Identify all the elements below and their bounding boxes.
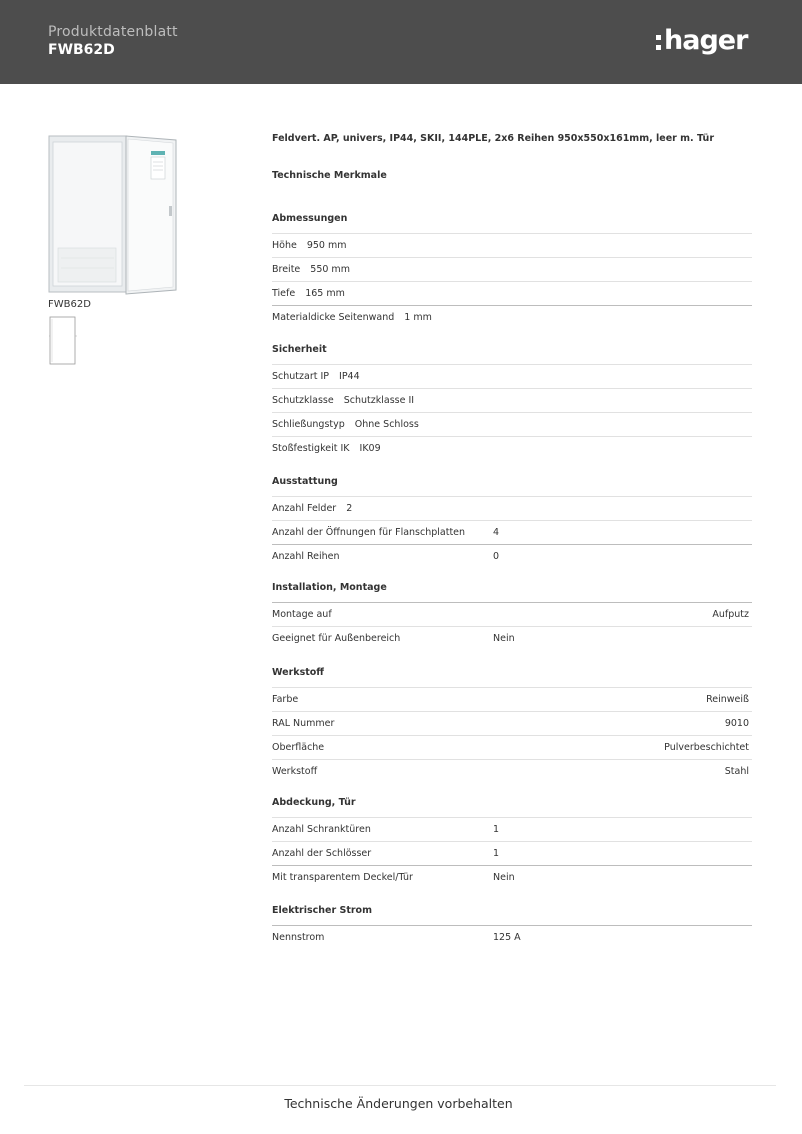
spec-row (272, 521, 752, 545)
spec-row (272, 437, 752, 460)
spec-label: Mit transparentem Deckel/Tür (272, 872, 413, 883)
product-description: Feldvert. AP, univers, IP44, SKII, 144PLE, 2x6 Reihen 950x550x161mm, leer m. Tür (272, 133, 715, 144)
spec-value: 1 mm (404, 312, 432, 323)
product-code-title: FWB62D (48, 42, 115, 58)
logo-wordmark: hager (664, 24, 748, 56)
spec-row (272, 712, 752, 736)
spec-label: Tiefe (272, 288, 296, 299)
spec-label: Anzahl der Schlösser (272, 848, 372, 859)
spec-row (272, 413, 752, 437)
spec-label: Montage auf (272, 609, 332, 620)
spec-value: 2 (346, 503, 353, 514)
section-title: Ausstattung (272, 473, 752, 497)
spec-row (272, 306, 752, 329)
spec-value: 1 (493, 824, 500, 835)
spec-row (272, 545, 752, 568)
spec-value: 950 mm (306, 240, 347, 251)
spec-value: Reinweiß (706, 694, 749, 705)
section-title: Werkstoff (272, 664, 752, 688)
section-sicherheit (272, 341, 752, 460)
spec-label: Schutzart IP (272, 371, 330, 382)
spec-row (272, 627, 752, 650)
section-title: Abmessungen (272, 210, 752, 234)
section-title: Elektrischer Strom (272, 902, 752, 926)
spec-label: RAL Nummer (272, 718, 335, 729)
product-photo-cabinet (48, 130, 178, 295)
section-elektrischer-strom (272, 902, 752, 949)
spec-label: Nennstrom (272, 932, 325, 943)
spec-label: Breite (272, 264, 301, 275)
spec-label: Schutzklasse (272, 395, 334, 406)
header-bar (0, 0, 802, 84)
spec-row (272, 234, 752, 258)
spec-label: Geeignet für Außenbereich (272, 633, 401, 644)
spec-row (272, 926, 752, 949)
spec-label: Stoßfestigkeit IK (272, 443, 350, 454)
spec-value: 0 (493, 551, 500, 562)
section-title: Abdeckung, Tür (272, 794, 752, 818)
footer-divider (24, 1085, 776, 1086)
section-abdeckung (272, 794, 752, 889)
spec-row (272, 736, 752, 760)
technical-drawing-thumbnail (48, 316, 78, 366)
spec-label: Materialdicke Seitenwand (272, 312, 395, 323)
spec-label: Höhe (272, 240, 297, 251)
document-type: Produktdatenblatt (48, 24, 178, 40)
spec-row (272, 258, 752, 282)
spec-value: 4 (493, 527, 500, 538)
spec-row (272, 818, 752, 842)
spec-row (272, 497, 752, 521)
spec-row (272, 365, 752, 389)
section-abmessungen (272, 210, 752, 329)
spec-value: Schutzklasse II (343, 395, 415, 406)
spec-value: 165 mm (305, 288, 345, 299)
spec-value: Stahl (724, 766, 749, 777)
technical-features-heading: Technische Merkmale (272, 170, 387, 181)
spec-value: 1 (493, 848, 500, 859)
spec-label: Anzahl Reihen (272, 551, 340, 562)
spec-value: Nein (493, 633, 515, 644)
spec-row (272, 842, 752, 866)
spec-value: Pulverbeschichtet (664, 742, 749, 753)
section-ausstattung (272, 473, 752, 568)
spec-label: Farbe (272, 694, 299, 705)
spec-value: IP44 (339, 371, 360, 382)
spec-row (272, 603, 752, 627)
spec-label: Schließungstyp (272, 419, 345, 430)
spec-value: 9010 (724, 718, 749, 729)
spec-label: Anzahl Felder (272, 503, 337, 514)
spec-row (272, 282, 752, 306)
section-title: Installation, Montage (272, 579, 752, 603)
spec-row (272, 688, 752, 712)
spec-label: Anzahl Schranktüren (272, 824, 371, 835)
hager-logo (656, 20, 747, 60)
logo-colon-icon (656, 35, 661, 50)
spec-value: IK09 (359, 443, 381, 454)
footer-disclaimer: Technische Änderungen vorbehalten (284, 1096, 513, 1111)
spec-value: Nein (493, 872, 515, 883)
spec-label: Anzahl der Öffnungen für Flanschplatten (272, 527, 466, 538)
section-werkstoff (272, 664, 752, 783)
spec-label: Oberfläche (272, 742, 325, 753)
spec-value: 125 A (493, 932, 521, 943)
spec-value: Ohne Schloss (354, 419, 419, 430)
spec-row (272, 389, 752, 413)
section-installation (272, 579, 752, 650)
spec-label: Werkstoff (272, 766, 318, 777)
spec-row (272, 866, 752, 889)
product-image-caption: FWB62D (48, 299, 91, 310)
spec-row (272, 760, 752, 783)
spec-value: Aufputz (712, 609, 749, 620)
spec-value: 550 mm (310, 264, 350, 275)
section-title: Sicherheit (272, 341, 752, 365)
